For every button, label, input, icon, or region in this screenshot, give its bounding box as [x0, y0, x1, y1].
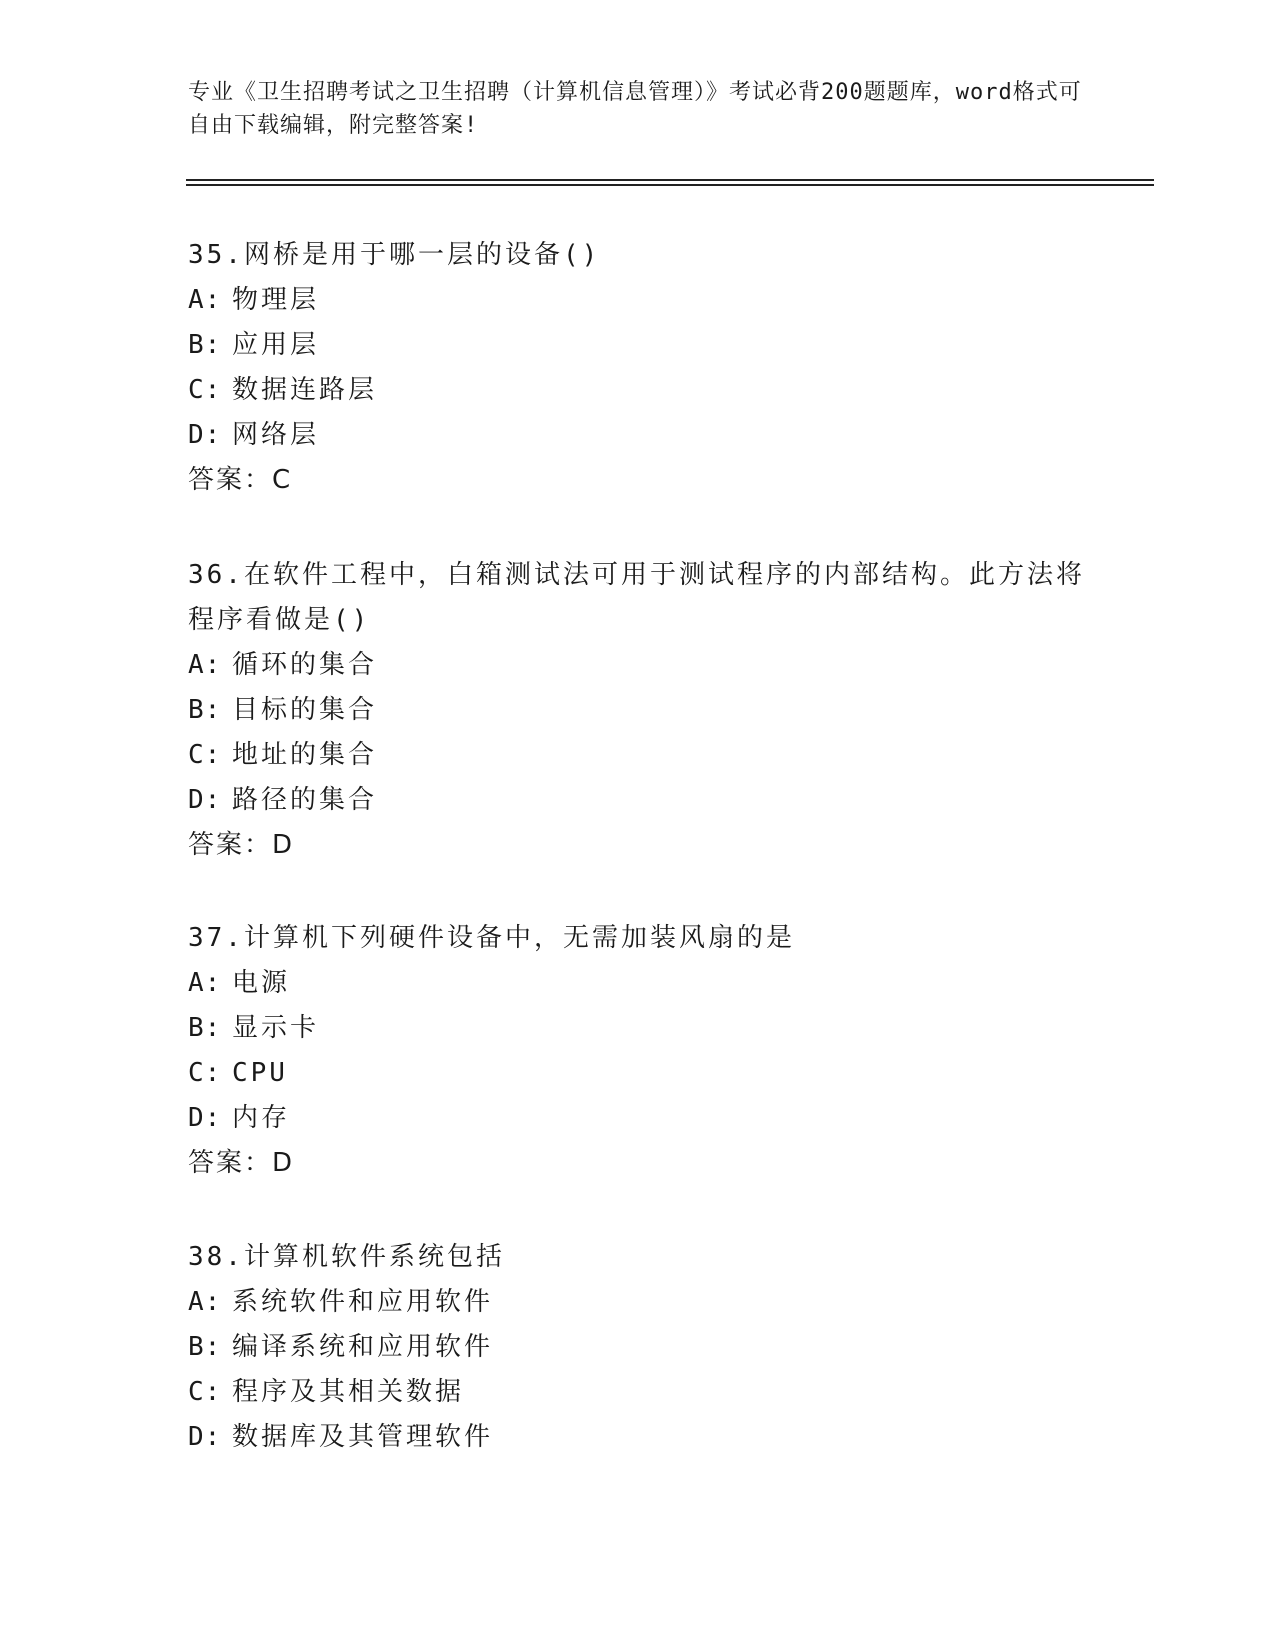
option-key: C: — [188, 1377, 222, 1407]
option-d — [188, 778, 1088, 823]
option-text: 物理层 — [232, 285, 320, 315]
option-text: 应用层 — [232, 330, 320, 360]
answer-text: 答案：C — [188, 465, 293, 495]
option-text: 数据连路层 — [232, 375, 378, 405]
question-text: 36.在软件工程中，白箱测试法可用于测试程序的内部结构。此方法将程序看做是() — [188, 560, 1085, 635]
answer-text: 答案：D — [188, 1148, 295, 1178]
option-key: A: — [188, 650, 222, 680]
question-37 — [188, 916, 1088, 1186]
option-a — [188, 1280, 1088, 1325]
option-key: B: — [188, 695, 222, 725]
option-text: 循环的集合 — [232, 650, 378, 680]
option-c — [188, 733, 1088, 778]
option-text: 网络层 — [232, 420, 320, 450]
option-key: B: — [188, 1332, 222, 1362]
option-a — [188, 961, 1088, 1006]
option-key: C: — [188, 1058, 222, 1088]
option-c — [188, 368, 1088, 413]
question-text: 38.计算机软件系统包括 — [188, 1242, 505, 1272]
option-text: CPU — [232, 1058, 288, 1088]
option-d — [188, 413, 1088, 458]
option-key: A: — [188, 1287, 222, 1317]
option-c — [188, 1051, 1088, 1096]
header-divider-bottom — [186, 184, 1154, 186]
option-b — [188, 1006, 1088, 1051]
option-key: D: — [188, 1422, 222, 1452]
option-b — [188, 323, 1088, 368]
question-35 — [188, 233, 1088, 503]
option-text: 内存 — [232, 1103, 291, 1133]
option-text: 路径的集合 — [232, 785, 378, 815]
option-key: B: — [188, 330, 222, 360]
option-text: 系统软件和应用软件 — [232, 1287, 494, 1317]
question-text: 35.网桥是用于哪一层的设备() — [188, 240, 601, 270]
option-key: C: — [188, 375, 222, 405]
question-text: 37.计算机下列硬件设备中，无需加装风扇的是 — [188, 923, 795, 953]
option-text: 显示卡 — [232, 1013, 320, 1043]
option-key: D: — [188, 785, 222, 815]
option-text: 数据库及其管理软件 — [232, 1422, 494, 1452]
header-divider-top — [186, 179, 1154, 181]
option-key: D: — [188, 420, 222, 450]
option-a — [188, 643, 1088, 688]
option-text: 编译系统和应用软件 — [232, 1332, 494, 1362]
answer-text: 答案：D — [188, 830, 295, 860]
option-text: 程序及其相关数据 — [232, 1377, 465, 1407]
option-text: 电源 — [232, 968, 291, 998]
option-d — [188, 1096, 1088, 1141]
option-key: A: — [188, 285, 222, 315]
option-c — [188, 1370, 1088, 1415]
option-key: C: — [188, 740, 222, 770]
option-key: A: — [188, 968, 222, 998]
question-38 — [188, 1235, 1088, 1460]
option-key: D: — [188, 1103, 222, 1133]
option-b — [188, 688, 1088, 733]
option-text: 地址的集合 — [232, 740, 378, 770]
option-key: B: — [188, 1013, 222, 1043]
document-header: 专业《卫生招聘考试之卫生招聘（计算机信息管理）》考试必背200题题库，word格式可自由下载编辑，附完整答案! — [188, 80, 1082, 138]
option-b — [188, 1325, 1088, 1370]
option-d — [188, 1415, 1088, 1460]
option-a — [188, 278, 1088, 323]
option-text: 目标的集合 — [232, 695, 378, 725]
question-36 — [188, 553, 1088, 868]
